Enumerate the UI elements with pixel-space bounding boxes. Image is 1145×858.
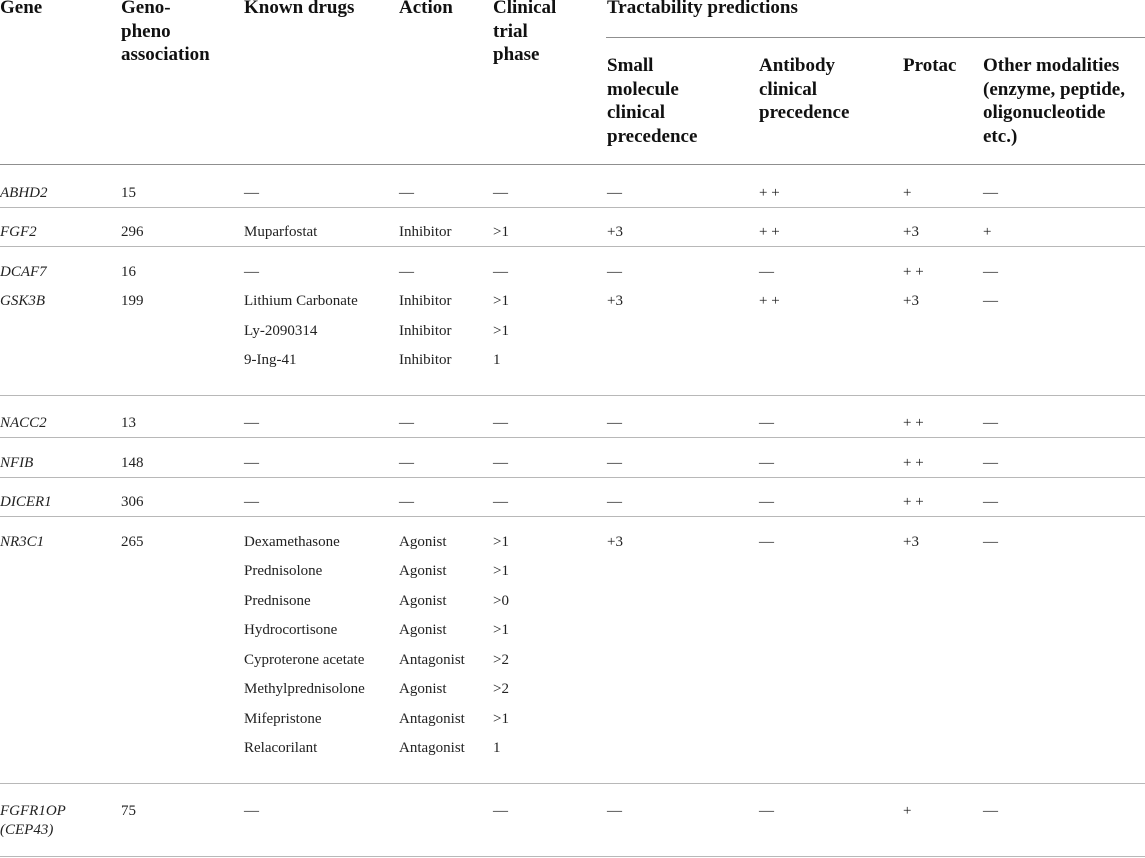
row-separator — [0, 395, 1145, 396]
cell-other: — — [983, 803, 998, 819]
cell-small-molecule: — — [607, 264, 622, 280]
cell-protac: +3 — [903, 293, 919, 309]
cell-phase: >2 — [493, 652, 509, 668]
cell-drug: — — [244, 455, 259, 471]
header-geno-pheno-line: association — [121, 44, 210, 65]
header-geno-pheno — [121, 0, 210, 67]
table-bottom-rule — [0, 856, 1145, 857]
header-other-line: Other modalities — [983, 55, 1120, 76]
cell-drug: Muparfostat — [244, 224, 318, 240]
cell-action: Antagonist — [399, 652, 465, 668]
cell-antibody: — — [759, 455, 774, 471]
header-small-molecule — [607, 54, 697, 148]
cell-assoc: 306 — [121, 494, 144, 510]
cell-drug: — — [244, 803, 259, 819]
cell-phase: >1 — [493, 622, 509, 638]
header-antibody-line: precedence — [759, 102, 850, 123]
cell-assoc: 199 — [121, 293, 144, 309]
cell-drug: Mifepristone — [244, 711, 322, 727]
cell-action: — — [399, 185, 414, 201]
cell-antibody: — — [759, 534, 774, 550]
cell-phase: >1 — [493, 224, 509, 240]
row-separator — [0, 516, 1145, 517]
cell-phase: >1 — [493, 323, 509, 339]
row-separator — [0, 477, 1145, 478]
header-small-molecule-line: Small — [607, 55, 654, 76]
cell-assoc: 13 — [121, 415, 136, 431]
cell-protac: + — [903, 185, 912, 201]
cell-assoc: 296 — [121, 224, 144, 240]
cell-action: Agonist — [399, 622, 447, 638]
cell-gene: FGFR1OP — [0, 803, 66, 819]
header-antibody-line: clinical — [759, 78, 818, 100]
cell-protac: + + — [903, 494, 924, 510]
tractability-subheader-rule — [606, 37, 1145, 38]
header-geno-pheno-line: Geno- — [121, 0, 171, 18]
header-antibody-line: Antibody — [759, 55, 836, 76]
cell-action: — — [399, 494, 414, 510]
cell-phase: — — [493, 455, 508, 471]
cell-gene-alias: (CEP43) — [0, 822, 54, 838]
cell-small-molecule: — — [607, 415, 622, 431]
cell-gene: GSK3B — [0, 293, 45, 309]
cell-assoc: 16 — [121, 264, 136, 280]
cell-antibody: + + — [759, 224, 780, 240]
cell-gene: FGF2 — [0, 224, 37, 240]
cell-phase: >2 — [493, 681, 509, 697]
cell-antibody: + + — [759, 293, 780, 309]
cell-action: Agonist — [399, 593, 447, 609]
cell-other: — — [983, 534, 998, 550]
header-other-modalities — [983, 54, 1125, 148]
cell-antibody: — — [759, 264, 774, 280]
cell-antibody: — — [759, 803, 774, 819]
cell-action: Inhibitor — [399, 224, 452, 240]
cell-action: Inhibitor — [399, 323, 452, 339]
cell-drug: Hydrocortisone — [244, 622, 338, 638]
cell-gene: DCAF7 — [0, 264, 47, 280]
header-bottom-rule — [0, 164, 1145, 165]
header-phase-line: phase — [493, 44, 540, 65]
cell-other: — — [983, 264, 998, 280]
cell-drug: Cyproterone acetate — [244, 652, 365, 668]
cell-gene: NFIB — [0, 455, 34, 471]
cell-action: Antagonist — [399, 740, 465, 756]
cell-assoc: 15 — [121, 185, 136, 201]
cell-other: + — [983, 224, 992, 240]
cell-other: — — [983, 415, 998, 431]
cell-phase: >1 — [493, 293, 509, 309]
cell-phase: >1 — [493, 563, 509, 579]
cell-gene: ABHD2 — [0, 185, 48, 201]
header-tractability: Tractability predictions — [607, 0, 798, 18]
cell-drug: — — [244, 264, 259, 280]
cell-other: — — [983, 293, 998, 309]
cell-protac: +3 — [903, 534, 919, 550]
cell-phase: 1 — [493, 352, 501, 368]
cell-antibody: — — [759, 494, 774, 510]
cell-phase: — — [493, 185, 508, 201]
cell-protac: +3 — [903, 224, 919, 240]
cell-gene: NACC2 — [0, 415, 47, 431]
cell-antibody: — — [759, 415, 774, 431]
row-separator — [0, 246, 1145, 247]
cell-drug: Lithium Carbonate — [244, 293, 358, 309]
cell-other: — — [983, 455, 998, 471]
row-separator — [0, 437, 1145, 438]
cell-small-molecule: — — [607, 494, 622, 510]
cell-protac: + + — [903, 455, 924, 471]
cell-other: — — [983, 185, 998, 201]
header-clinical-trial-phase — [493, 0, 556, 67]
cell-protac: + + — [903, 264, 924, 280]
header-small-molecule-line: clinical — [607, 102, 666, 123]
cell-assoc: 265 — [121, 534, 144, 550]
cell-action: Inhibitor — [399, 293, 452, 309]
cell-other: — — [983, 494, 998, 510]
header-action: Action — [399, 0, 453, 18]
cell-small-molecule: +3 — [607, 293, 623, 309]
cell-gene: DICER1 — [0, 494, 52, 510]
header-small-molecule-line: molecule — [607, 78, 679, 100]
cell-phase: >0 — [493, 593, 509, 609]
cell-antibody: + + — [759, 185, 780, 201]
header-protac: Protac — [903, 55, 957, 76]
cell-phase: 1 — [493, 740, 501, 756]
cell-drug: Methylprednisolone — [244, 681, 365, 697]
cell-small-molecule: — — [607, 185, 622, 201]
cell-action: — — [399, 264, 414, 280]
header-known-drugs: Known drugs — [244, 0, 355, 18]
cell-drug: — — [244, 415, 259, 431]
cell-drug: Prednisolone — [244, 563, 323, 579]
header-geno-pheno-line: pheno — [121, 20, 171, 42]
header-phase-line: trial — [493, 20, 528, 42]
cell-action: — — [399, 455, 414, 471]
header-antibody — [759, 54, 849, 125]
row-separator — [0, 783, 1145, 784]
row-separator — [0, 207, 1145, 208]
header-small-molecule-line: precedence — [607, 125, 698, 147]
cell-small-molecule: — — [607, 455, 622, 471]
cell-phase: — — [493, 803, 508, 819]
cell-small-molecule: +3 — [607, 224, 623, 240]
header-gene: Gene — [0, 0, 43, 18]
header-other-line: etc.) — [983, 125, 1018, 147]
cell-gene: NR3C1 — [0, 534, 45, 550]
cell-action: — — [399, 415, 414, 431]
header-other-line: (enzyme, peptide, — [983, 78, 1125, 100]
cell-drug: 9-Ing-41 — [244, 352, 297, 368]
cell-assoc: 148 — [121, 455, 144, 471]
header-other-line: oligonucleotide — [983, 102, 1106, 123]
cell-phase: >1 — [493, 711, 509, 727]
cell-action: Antagonist — [399, 711, 465, 727]
cell-drug: — — [244, 494, 259, 510]
cell-small-molecule: +3 — [607, 534, 623, 550]
cell-drug: Relacorilant — [244, 740, 318, 756]
cell-protac: + + — [903, 415, 924, 431]
cell-drug: — — [244, 185, 259, 201]
cell-drug: Ly-2090314 — [244, 323, 318, 339]
cell-small-molecule: — — [607, 803, 622, 819]
cell-phase: — — [493, 415, 508, 431]
cell-action: Agonist — [399, 563, 447, 579]
header-phase-line: Clinical — [493, 0, 557, 18]
cell-drug: Prednisone — [244, 593, 311, 609]
cell-drug: Dexamethasone — [244, 534, 340, 550]
cell-assoc: 75 — [121, 803, 136, 819]
cell-action: Inhibitor — [399, 352, 452, 368]
cell-action: Agonist — [399, 681, 447, 697]
cell-phase: — — [493, 494, 508, 510]
cell-action: Agonist — [399, 534, 447, 550]
cell-phase: — — [493, 264, 508, 280]
cell-protac: + — [903, 803, 912, 819]
cell-phase: >1 — [493, 534, 509, 550]
